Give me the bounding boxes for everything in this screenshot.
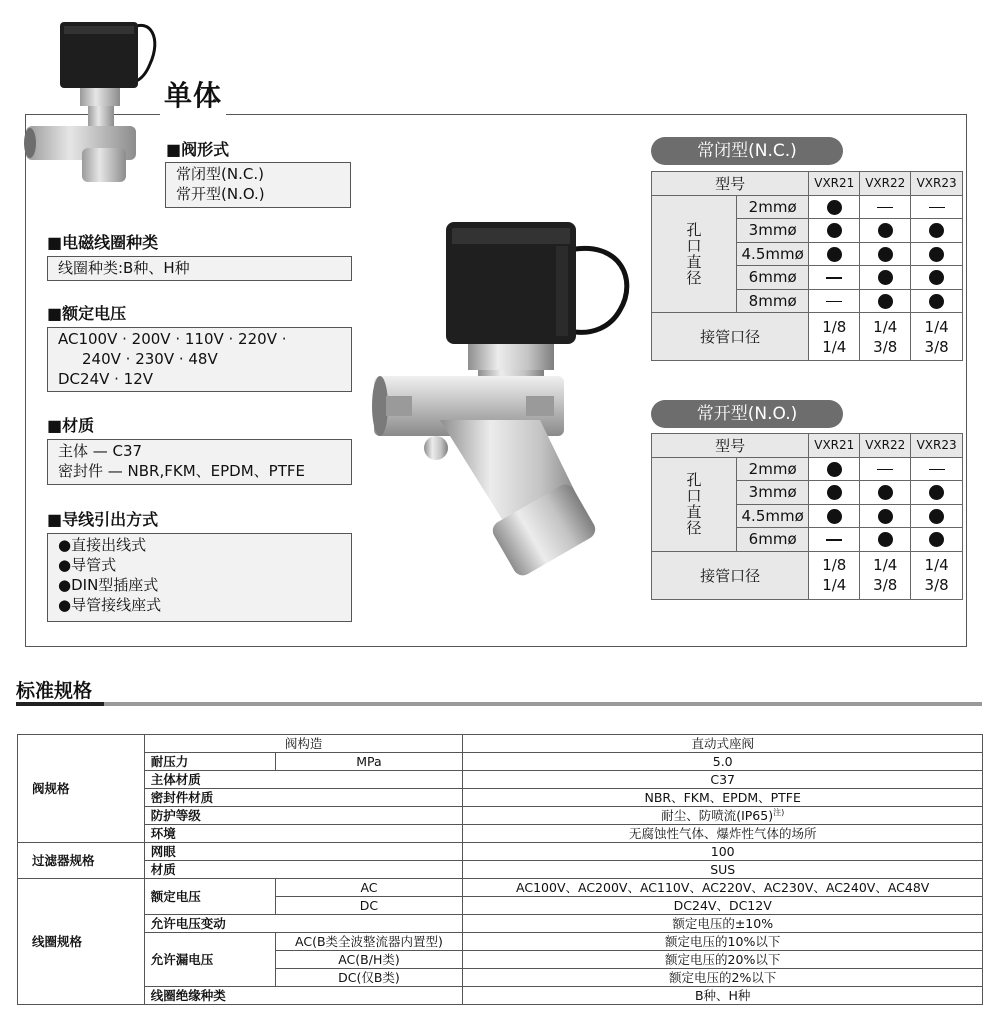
no-port-value: 3/8 [924, 576, 949, 594]
no-port-value: 1/4 [924, 556, 949, 574]
no-table-title: 常开型(N.O.) [651, 400, 843, 428]
valve-large-image [370, 210, 635, 580]
nc-model-1: VXR21 [809, 172, 860, 196]
no-port-value: 1/8 [822, 556, 847, 574]
leak-b-label: AC(B类全波整流器内置型) [275, 933, 463, 951]
pressure-label: 耐压力 [144, 753, 275, 771]
filter-material-value: SUS [463, 861, 983, 879]
no-model-3: VXR23 [911, 434, 963, 458]
nc-size: 3mmø [737, 219, 809, 243]
unavailable-dash [826, 539, 842, 541]
lead-wire-conduit: ●导管式 [58, 556, 117, 574]
available-dot [878, 532, 893, 547]
ac-value: AC100V、AC200V、AC110V、AC220V、AC230V、AC240V、AC48V [463, 879, 983, 897]
unavailable-dash [826, 301, 842, 303]
unavailable-dash [929, 207, 945, 209]
voltage-fluct-value: 额定电压的±10% [463, 915, 983, 933]
unavailable-dash [877, 469, 893, 471]
rated-voltage-line2: 240V · 230V · 48V [82, 350, 218, 368]
table-row [18, 843, 983, 861]
insulation-value: B种、H种 [463, 987, 983, 1005]
available-dot [827, 200, 842, 215]
table-row [18, 879, 983, 897]
nc-port-value: 1/4 [924, 317, 949, 336]
available-dot [827, 462, 842, 477]
lead-wire-box [47, 533, 352, 622]
coil-type-title: ■电磁线圈种类 [47, 233, 159, 252]
material-seal: 密封件 — NBR,FKM、EPDM、PTFE [58, 462, 305, 480]
valve-form-nc: 常闭型(N.C.) [176, 165, 264, 183]
environment-label: 环境 [144, 825, 463, 843]
available-dot [929, 247, 944, 262]
rated-voltage-title: ■额定电压 [47, 304, 127, 323]
nc-port-value: 1/8 [822, 317, 847, 336]
nc-port-label: 接管口径 [652, 313, 809, 361]
available-dot [827, 247, 842, 262]
leak-b-value: 额定电压的10%以下 [463, 933, 983, 951]
protection-note: 注) [773, 807, 785, 817]
no-port-label: 接管口径 [652, 551, 809, 599]
no-table [651, 433, 963, 600]
unavailable-dash [826, 277, 842, 279]
filter-group-label: 过滤器规格 [18, 843, 145, 879]
coil-group-label: 线圈规格 [18, 879, 145, 1005]
no-size: 6mmø [737, 528, 809, 552]
nc-size: 2mmø [737, 195, 809, 219]
filter-material-label: 材质 [144, 861, 463, 879]
no-header-row [652, 434, 963, 458]
pressure-value: 5.0 [463, 753, 983, 771]
nc-type-label: 型号 [652, 172, 809, 196]
leak-dc-value: 额定电压的2%以下 [463, 969, 983, 987]
leak-voltage-label: 允许漏电压 [144, 933, 275, 987]
mesh-label: 网眼 [144, 843, 463, 861]
available-dot [929, 532, 944, 547]
no-size: 3mmø [737, 481, 809, 505]
rated-voltage-line1: AC100V · 200V · 110V · 220V · [58, 330, 287, 348]
nc-row [652, 195, 963, 219]
pressure-unit: MPa [275, 753, 463, 771]
nc-table [651, 171, 963, 361]
voltage-fluct-label: 允许电压变动 [144, 915, 463, 933]
rated-voltage-label: 额定电压 [144, 879, 275, 915]
nc-model-2: VXR22 [860, 172, 911, 196]
lead-wire-din: ●DIN型插座式 [58, 576, 159, 594]
table-row [18, 771, 983, 789]
table-row [18, 735, 983, 753]
table-row [18, 789, 983, 807]
no-port-value: 3/8 [873, 576, 898, 594]
valve-form-box [165, 162, 351, 208]
no-model-1: VXR21 [809, 434, 860, 458]
nc-header-row [652, 172, 963, 196]
valve-form-no: 常开型(N.O.) [176, 185, 265, 203]
title-rule-gray [104, 702, 982, 706]
page-title: 单体 [160, 76, 226, 116]
nc-size: 4.5mmø [737, 242, 809, 266]
material-box [47, 439, 352, 485]
available-dot [929, 294, 944, 309]
seal-material-value: NBR、FKM、EPDM、PTFE [463, 789, 983, 807]
nc-port-row [652, 313, 963, 361]
seal-material-label: 密封件材质 [144, 789, 463, 807]
unavailable-dash [877, 207, 893, 209]
no-port-row [652, 551, 963, 599]
std-spec-table [17, 734, 983, 1005]
no-model-2: VXR22 [860, 434, 911, 458]
insulation-label: 线圈绝缘种类 [144, 987, 463, 1005]
valve-structure-label: 阀构造 [144, 735, 463, 753]
nc-size: 6mmø [737, 266, 809, 290]
lead-wire-conduit-terminal: ●导管接线座式 [58, 596, 162, 614]
lead-wire-direct: ●直接出线式 [58, 536, 147, 554]
lead-wire-title: ■导线引出方式 [47, 510, 159, 529]
nc-port-value: 3/8 [873, 337, 898, 356]
leak-bh-value: 额定电压的20%以下 [463, 951, 983, 969]
protection-value: 耐尘、防喷流(IP65) [661, 807, 774, 823]
no-orifice-label: 孔口直径 [652, 457, 737, 551]
available-dot [878, 485, 893, 500]
table-row [18, 825, 983, 843]
available-dot [929, 223, 944, 238]
coil-type-box [47, 256, 352, 281]
no-row [652, 457, 963, 481]
valve-group-label: 阀规格 [18, 735, 145, 843]
body-material-label: 主体材质 [144, 771, 463, 789]
std-spec-title: 标准规格 [16, 680, 93, 702]
table-row [18, 807, 983, 825]
nc-table-title: 常闭型(N.C.) [651, 137, 843, 165]
no-port-value: 1/4 [822, 576, 847, 594]
available-dot [929, 509, 944, 524]
mesh-value: 100 [463, 843, 983, 861]
available-dot [878, 509, 893, 524]
no-size: 2mmø [737, 457, 809, 481]
ac-label: AC [275, 879, 463, 897]
nc-port-value: 1/4 [873, 317, 898, 336]
nc-port-value: 3/8 [924, 337, 949, 356]
available-dot [878, 294, 893, 309]
nc-orifice-label: 孔口直径 [652, 195, 737, 313]
valve-structure-value: 直动式座阀 [463, 735, 983, 753]
nc-size: 8mmø [737, 289, 809, 313]
material-title: ■材质 [47, 416, 95, 435]
available-dot [929, 485, 944, 500]
title-rule-dark [16, 702, 104, 706]
protection-label: 防护等级 [144, 807, 463, 825]
valve-small-image [22, 8, 162, 188]
no-size: 4.5mmø [737, 504, 809, 528]
coil-type-text: 线圈种类:B种、H种 [58, 259, 190, 277]
available-dot [827, 485, 842, 500]
available-dot [878, 270, 893, 285]
table-row [18, 987, 983, 1005]
table-row [18, 861, 983, 879]
available-dot [878, 247, 893, 262]
material-body: 主体 — C37 [58, 442, 143, 460]
available-dot [827, 223, 842, 238]
environment-value: 无腐蚀性气体、爆炸性气体的场所 [463, 825, 983, 843]
dc-label: DC [275, 897, 463, 915]
rated-voltage-box [47, 327, 352, 392]
rated-voltage-line3: DC24V · 12V [58, 370, 154, 388]
table-row [18, 933, 983, 951]
available-dot [929, 270, 944, 285]
no-port-value: 1/4 [873, 556, 898, 574]
table-row [18, 753, 983, 771]
no-type-label: 型号 [652, 434, 809, 458]
nc-port-value: 1/4 [822, 337, 847, 356]
table-row [18, 915, 983, 933]
dc-value: DC24V、DC12V [463, 897, 983, 915]
valve-form-title: ■阀形式 [166, 140, 230, 159]
leak-bh-label: AC(B/H类) [275, 951, 463, 969]
leak-dc-label: DC(仅B类) [275, 969, 463, 987]
nc-model-3: VXR23 [911, 172, 963, 196]
available-dot [827, 509, 842, 524]
body-material-value: C37 [463, 771, 983, 789]
available-dot [878, 223, 893, 238]
unavailable-dash [929, 469, 945, 471]
